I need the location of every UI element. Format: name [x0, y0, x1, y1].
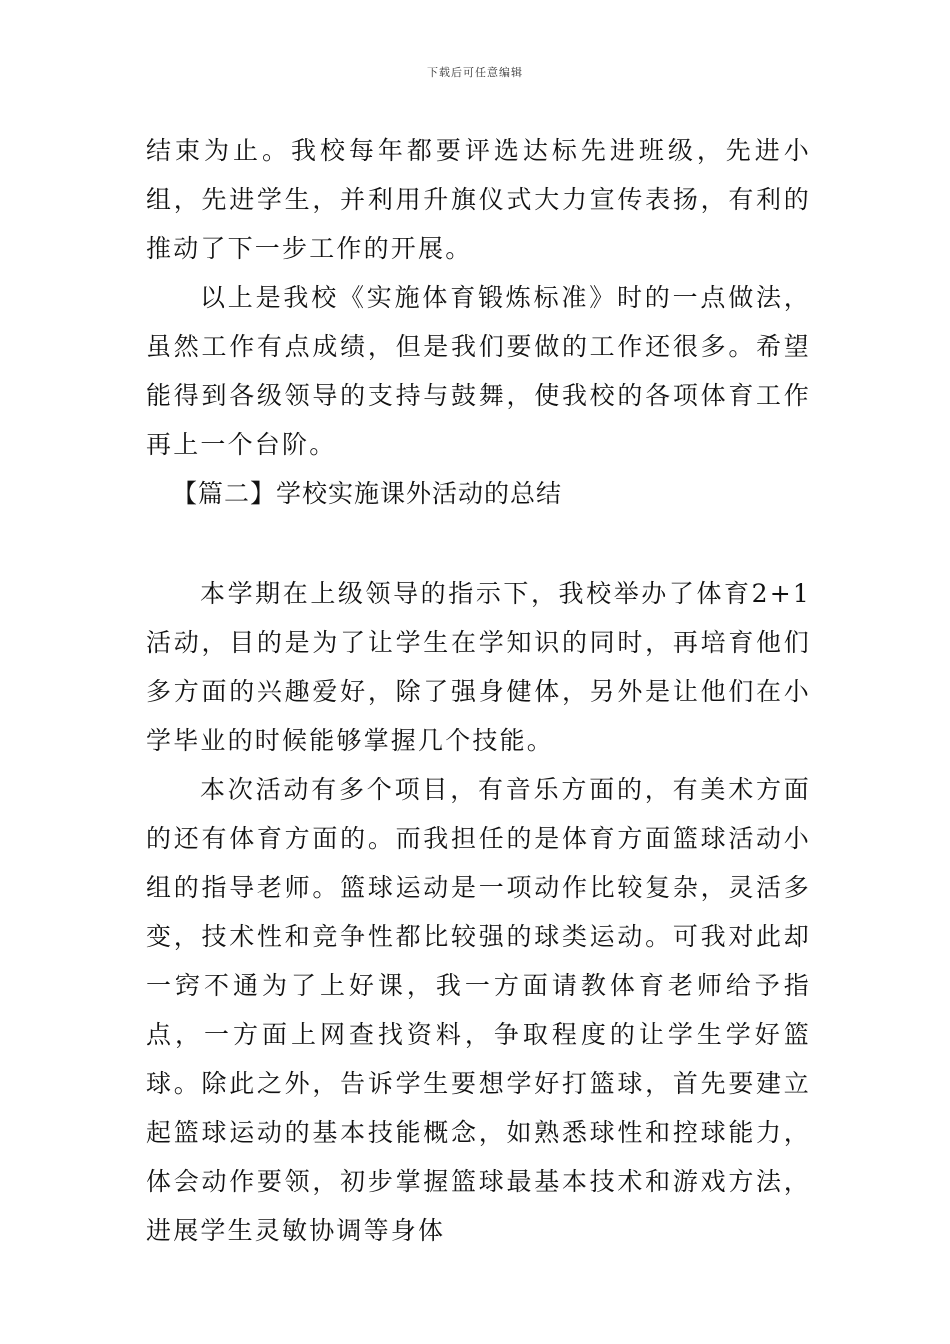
document-body: [146, 126, 811, 1255]
paragraph-intro: 本学期在上级领导的指示下，我校举办了体育2+1活动，目的是为了让学生在学知识的同时，再培育他们多方面的兴趣爱好，除了强身健体，另外是让他们在小学毕业的时候能够掌握几个技能。: [146, 579, 811, 755]
paragraph-continuation: 结束为止。我校每年都要评选达标先进班级，先进小组，先进学生，并利用升旗仪式大力宣传表扬，有利的推动了下一步工作的开展。: [146, 136, 811, 263]
paragraph-summary: 以上是我校《实施体育锻炼标准》时的一点做法，虽然工作有点成绩，但是我们要做的工作还很多。希望能得到各级领导的支持与鼓舞，使我校的各项体育工作再上一个台阶。: [146, 283, 811, 459]
blank-line: [146, 518, 811, 569]
section-heading: 【篇二】学校实施课外活动的总结: [172, 479, 563, 508]
page-header: 下载后可任意编辑: [427, 66, 523, 79]
paragraph-activities: 本次活动有多个项目，有音乐方面的，有美术方面的还有体育方面的。而我担任的是体育方面篮球活动小组的指导老师。篮球运动是一项动作比较复杂，灵活多变，技术性和竞争性都比较强的球类运动。可我对此却一窍不通为了上好课，我一方面请教体育老师给予指点，一方面上网查找资料，争取程度的让学生学好篮球。除此之外，告诉学生要想学好打篮球，首先要建立起篮球运动的基本技能概念，如熟悉球性和控球能力，体会动作要领，初步掌握篮球最基本技术和游戏方法，进展学生灵敏协调等身体: [146, 775, 811, 1245]
